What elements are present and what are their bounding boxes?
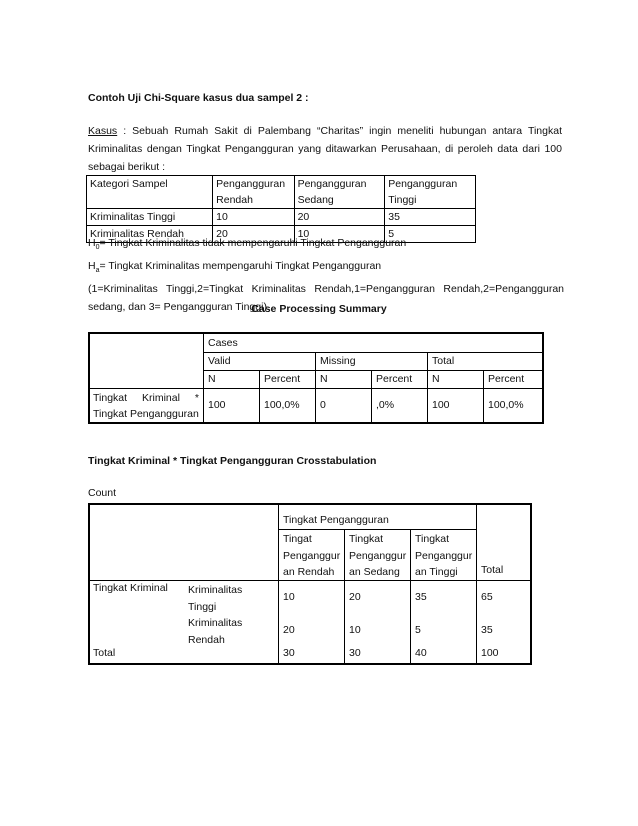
row-label-line: Kriminalitas (188, 617, 243, 629)
header-text: Sedang (297, 194, 334, 206)
case-summary-title: Case Processing Summary (251, 303, 387, 315)
h0-subscript: 0 (95, 244, 100, 252)
divider (90, 580, 530, 581)
cell-value: 35 (415, 591, 427, 603)
col-header-line: Tingkat (415, 533, 450, 545)
header-text: Pengangguran (388, 178, 458, 190)
divider (278, 529, 476, 530)
divider (476, 505, 477, 663)
table-cell: 10 (213, 209, 294, 226)
subheader-percent: Percent (376, 373, 413, 385)
row-label-tinggi (188, 582, 242, 615)
value-cell: 100 (432, 399, 450, 411)
value-cell: ,0% (376, 399, 395, 411)
row-label (93, 390, 199, 422)
divider (410, 529, 411, 663)
row-label-line: Kriminalitas (188, 584, 243, 596)
cell-value: 10 (283, 591, 295, 603)
header-text (90, 192, 209, 208)
ha-symbol: H (88, 260, 96, 273)
kasus-line-3: sebagai berikut : (88, 161, 166, 173)
col-header-line: an Tinggi (415, 566, 458, 578)
row-label-line: Rendah (188, 633, 225, 646)
divider (483, 370, 484, 422)
row-group-label: Tingkat Kriminal (93, 582, 168, 594)
col-header-line: an Sedang (349, 566, 400, 578)
group-header: Tingkat Pengangguran (283, 514, 389, 526)
subheader-n: N (320, 373, 328, 385)
table-cell: 10 (294, 226, 385, 243)
value-cell: 100,0% (488, 399, 524, 411)
divider (427, 352, 428, 422)
total-value: 40 (415, 647, 427, 659)
col-header-line: Penganggur (283, 549, 341, 562)
table-cell: 35 (385, 209, 476, 226)
coding-line-2: sedang, dan 3= Pengangguran Tinggi) (88, 301, 267, 314)
ha-line (88, 257, 564, 280)
col-header-tinggi (415, 531, 472, 581)
sample-table-header-cell (294, 176, 385, 209)
divider (344, 529, 345, 663)
sample-table-header-cell (87, 176, 213, 209)
cell-value: 5 (415, 624, 421, 636)
value-cell: 100,0% (264, 399, 300, 411)
group-total: Total (432, 355, 455, 367)
header-text: Pengangguran (216, 178, 286, 190)
table-cell: Kriminalitas Tinggi (87, 209, 213, 226)
table-cell: 5 (385, 226, 476, 243)
row-label-line-1 (93, 390, 199, 406)
divider (90, 388, 542, 389)
h0-line (88, 234, 564, 257)
value-cell: 0 (320, 399, 326, 411)
header-text: Tinggi (388, 194, 417, 206)
subheader-n: N (208, 373, 216, 385)
row-label-word: Kriminal (142, 392, 180, 404)
kasus-paragraph (88, 122, 562, 176)
subheader-percent: Percent (488, 373, 525, 385)
crosstab-title: Tingkat Kriminal * Tingkat Pengangguran Crosstabulation (88, 455, 377, 467)
table-cell: Kriminalitas Rendah (87, 226, 213, 243)
total-value: 30 (349, 647, 361, 659)
case-summary-table (88, 332, 544, 424)
divider (259, 370, 260, 422)
row-label-line: Tinggi (188, 600, 217, 613)
sample-table-header-row (87, 176, 476, 209)
col-header-line: Tingat (283, 533, 312, 545)
page-heading: Contoh Uji Chi-Square kasus dua sampel 2 : (88, 92, 309, 104)
row-label-word: * (194, 392, 199, 404)
cell-value: 35 (481, 624, 493, 636)
table-row (87, 209, 476, 226)
col-header-sedang (349, 531, 406, 581)
kasus-label: Kasus (88, 125, 118, 137)
ha-subscript: a (95, 267, 100, 275)
total-value: 30 (283, 647, 295, 659)
sample-table-header-cell (213, 176, 294, 209)
col-header-rendah (283, 531, 340, 581)
header-text: Kategori Sampel (90, 178, 168, 190)
cases-label: Cases (208, 337, 238, 349)
col-header-total: Total (481, 564, 504, 576)
divider (315, 352, 316, 422)
h0-text: = Tingkat Kriminalitas tidak mempengaruhi Tingkat Pengangguran (99, 237, 407, 249)
subheader-n: N (432, 373, 440, 385)
row-label-rendah (188, 615, 242, 648)
kasus-line-2: Kriminalitas dengan Tingkat Pengangguran yang ditawarkan Perusahaan, di peroleh data dari 100 (88, 143, 562, 155)
row-label-line-2: Tingkat Pengangguran (93, 408, 199, 420)
col-header-line: Penganggur (349, 549, 407, 562)
subheader-percent: Percent (264, 373, 301, 385)
ha-text: = Tingkat Kriminalitas mempengaruhi Tingkat Pengangguran (99, 260, 382, 273)
cell-value: 10 (349, 624, 361, 636)
cell-value: 65 (481, 591, 493, 603)
kasus-line-1 (88, 122, 562, 140)
col-header-line: an Rendah (283, 566, 335, 578)
count-label: Count (88, 487, 117, 499)
group-missing: Missing (320, 355, 356, 367)
col-header-line: Tingkat (349, 533, 384, 545)
sample-table (86, 175, 476, 243)
divider (203, 352, 542, 353)
value-cell: 100 (208, 399, 226, 411)
row-label-word: Tingkat (93, 392, 128, 404)
divider (203, 370, 542, 371)
h0-symbol: H (88, 237, 96, 249)
total-value: 100 (481, 647, 499, 659)
cell-value: 20 (283, 624, 295, 636)
sample-table-header-cell (385, 176, 476, 209)
header-text: Rendah (216, 194, 253, 206)
group-valid: Valid (208, 355, 231, 367)
table-cell: 20 (213, 226, 294, 243)
cell-value: 20 (349, 591, 361, 603)
coding-line-1: (1=Kriminalitas Tinggi,2=Tingkat Kriminalitas Rendah,1=Pengangguran Rendah,2=Pengangguran (88, 283, 564, 296)
crosstab-table (88, 503, 532, 665)
header-text: Pengangguran (297, 178, 367, 190)
col-header-line: Penganggur (415, 549, 473, 562)
divider (371, 370, 372, 422)
kasus-line-1-text: : Sebuah Rumah Sakit di Palembang “Charitas” ingin meneliti hubungan antara Tingkat (117, 125, 562, 137)
table-cell: 20 (294, 209, 385, 226)
total-row-label: Total (93, 647, 116, 659)
divider (203, 334, 204, 422)
